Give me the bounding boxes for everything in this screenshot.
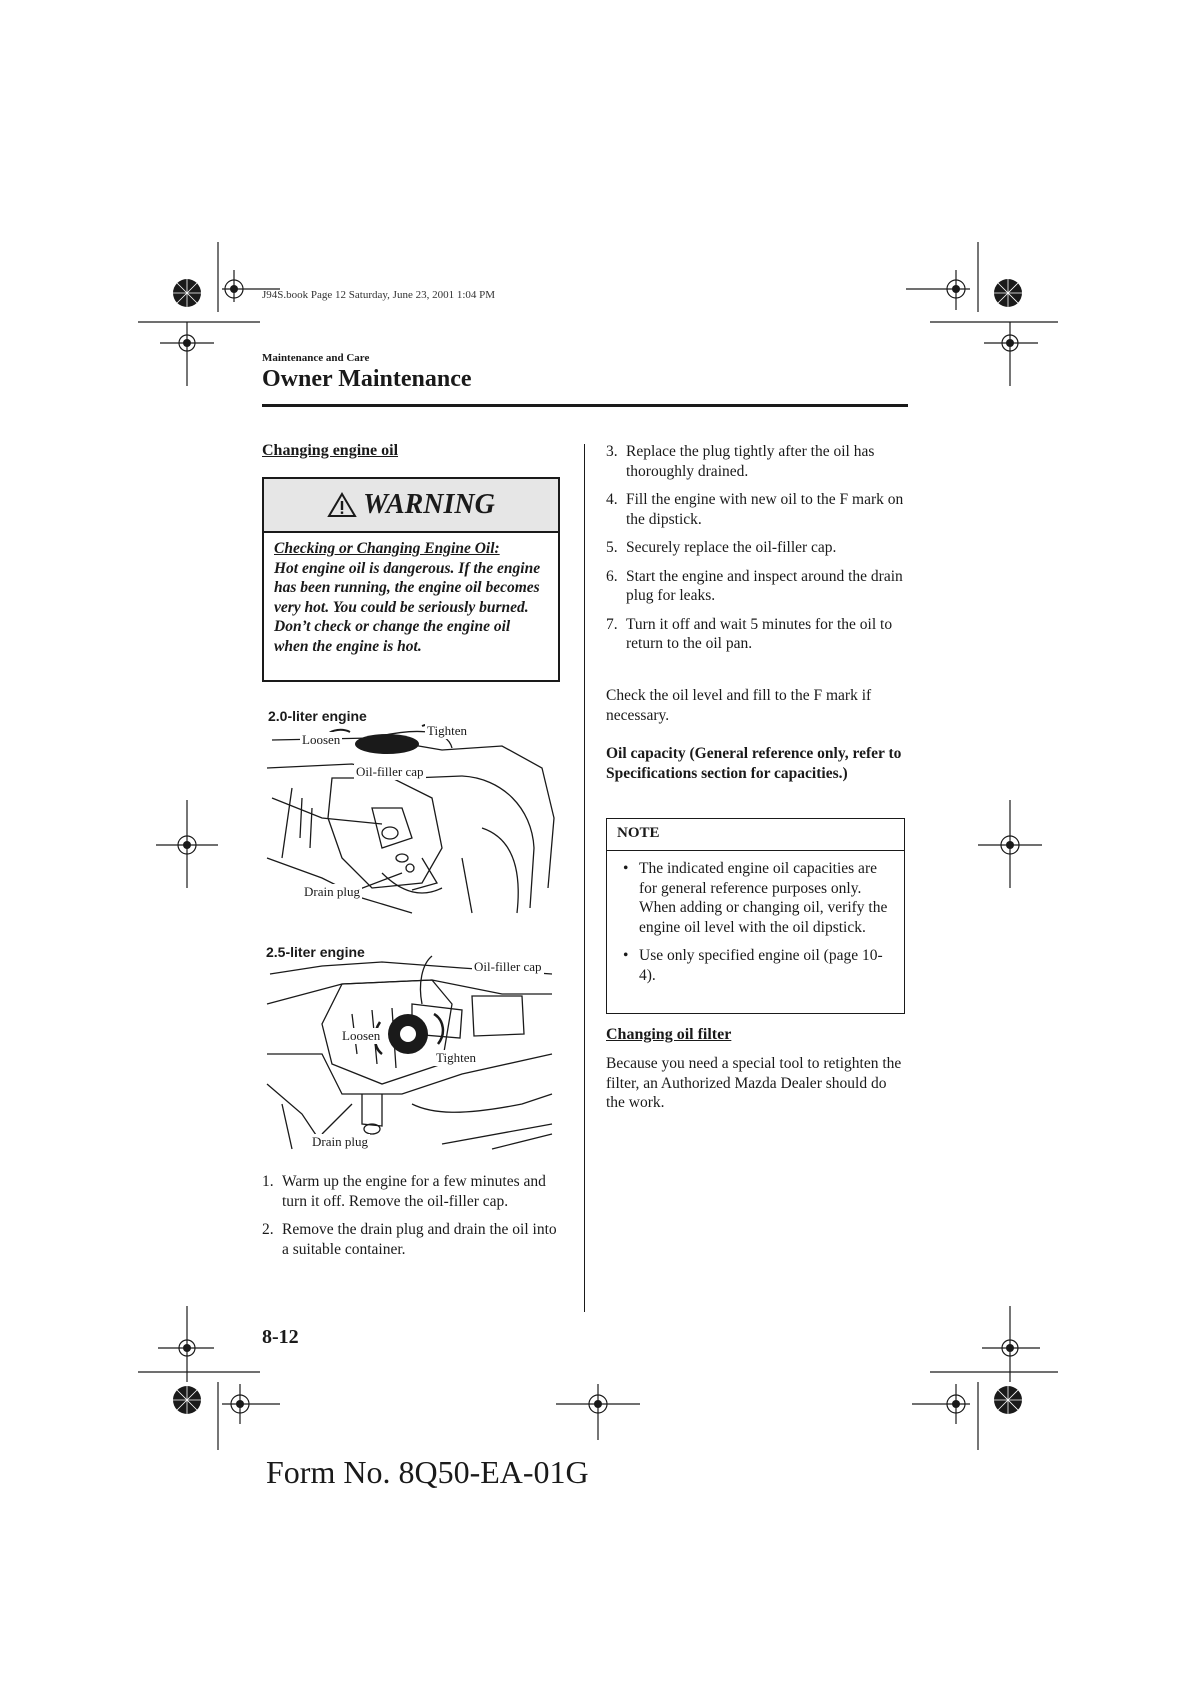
step-number: 3.	[606, 443, 618, 460]
column-divider	[584, 444, 585, 1312]
list-item	[606, 538, 906, 558]
right-column	[606, 442, 906, 663]
tighten-callout: Tighten	[427, 723, 467, 738]
page-number: 8-12	[262, 1326, 299, 1348]
changing-oil-heading: Changing engine oil	[262, 442, 399, 459]
title-rule	[262, 404, 908, 407]
step-number: 6.	[606, 567, 618, 585]
section-label: Maintenance and Care	[262, 352, 370, 364]
note-title: NOTE	[607, 819, 904, 851]
list-item	[262, 1172, 562, 1211]
drain-plug-callout: Drain plug	[304, 884, 360, 899]
list-item	[606, 442, 906, 481]
loosen-callout: Loosen	[342, 1028, 381, 1043]
figure-label: 2.5-liter engine	[266, 944, 365, 960]
engine-figure-2-0	[262, 708, 562, 918]
file-info: J94S.book Page 12 Saturday, June 23, 2001 1:04 PM	[262, 289, 496, 301]
step-number: 1.	[262, 1173, 274, 1190]
warning-body	[264, 533, 558, 662]
step-text: Replace the plug tightly after the oil has thoroughly drained.	[626, 443, 875, 480]
oil-filter-text: Because you need a special tool to retighten the filter, an Authorized Mazda Dealer should do the work.	[606, 1055, 902, 1111]
bullet: •	[623, 947, 629, 964]
warning-text: Hot engine oil is dangerous. If the engine has been running, the engine oil becomes very hot. You could be seriously burned. Don’t check or change the engine oil when the engine is hot.	[274, 559, 541, 655]
left-steps	[262, 1172, 562, 1268]
oil-filler-cap-callout: Oil-filler cap	[356, 764, 424, 779]
list-item	[617, 859, 894, 937]
step-number: 7.	[606, 615, 618, 633]
step-text: Remove the drain plug and drain the oil into a suitable container.	[282, 1221, 557, 1258]
page-title: Owner Maintenance	[262, 366, 472, 392]
warning-triangle-icon	[327, 492, 357, 518]
drain-plug-callout: Drain plug	[312, 1134, 368, 1149]
warning-header	[264, 479, 558, 533]
oil-filter-heading: Changing oil filter	[606, 1026, 732, 1043]
warning-title: WARNING	[363, 489, 495, 520]
list-item	[606, 490, 906, 529]
step-number: 4.	[606, 491, 618, 508]
tighten-callout: Tighten	[436, 1050, 476, 1065]
figure-label: 2.0-liter engine	[268, 708, 367, 724]
step-text: Turn it off and wait 5 minutes for the oil to return to the oil pan.	[626, 615, 893, 652]
loosen-callout: Loosen	[302, 732, 341, 747]
step-number: 2.	[262, 1221, 274, 1238]
list-item	[262, 1220, 562, 1259]
oil-capacity-heading: Oil capacity (General reference only, refer to Specifications section for capacities.)	[606, 745, 902, 782]
step-text: Fill the engine with new oil to the F mark on the dipstick.	[626, 491, 904, 528]
note-body	[607, 851, 904, 985]
warning-box	[262, 477, 560, 682]
note-text: The indicated engine oil capacities are for general reference purposes only. When adding or changing oil, verify the engine oil level with the oil dipstick.	[639, 860, 888, 936]
engine-illustration-2-5	[262, 944, 562, 1156]
list-item	[617, 946, 894, 985]
step-text: Start the engine and inspect around the drain plug for leaks.	[626, 567, 903, 604]
check-oil-text: Check the oil level and fill to the F mark if necessary.	[606, 687, 872, 724]
list-item	[606, 567, 906, 606]
step-text: Securely replace the oil-filler cap.	[626, 539, 837, 556]
left-column	[262, 442, 562, 460]
bullet: •	[623, 860, 629, 877]
note-text: Use only specified engine oil (page 10-4).	[639, 947, 883, 984]
warning-lead: Checking or Changing Engine Oil:	[274, 540, 500, 557]
engine-figure-2-5	[262, 944, 562, 1156]
step-number: 5.	[606, 539, 618, 556]
note-box	[606, 818, 905, 1014]
step-text: Warm up the engine for a few minutes and turn it off. Remove the oil-filler cap.	[282, 1173, 546, 1210]
list-item	[606, 615, 906, 654]
oil-filler-cap-callout: Oil-filler cap	[474, 959, 542, 974]
form-number: Form No. 8Q50-EA-01G	[266, 1454, 589, 1490]
